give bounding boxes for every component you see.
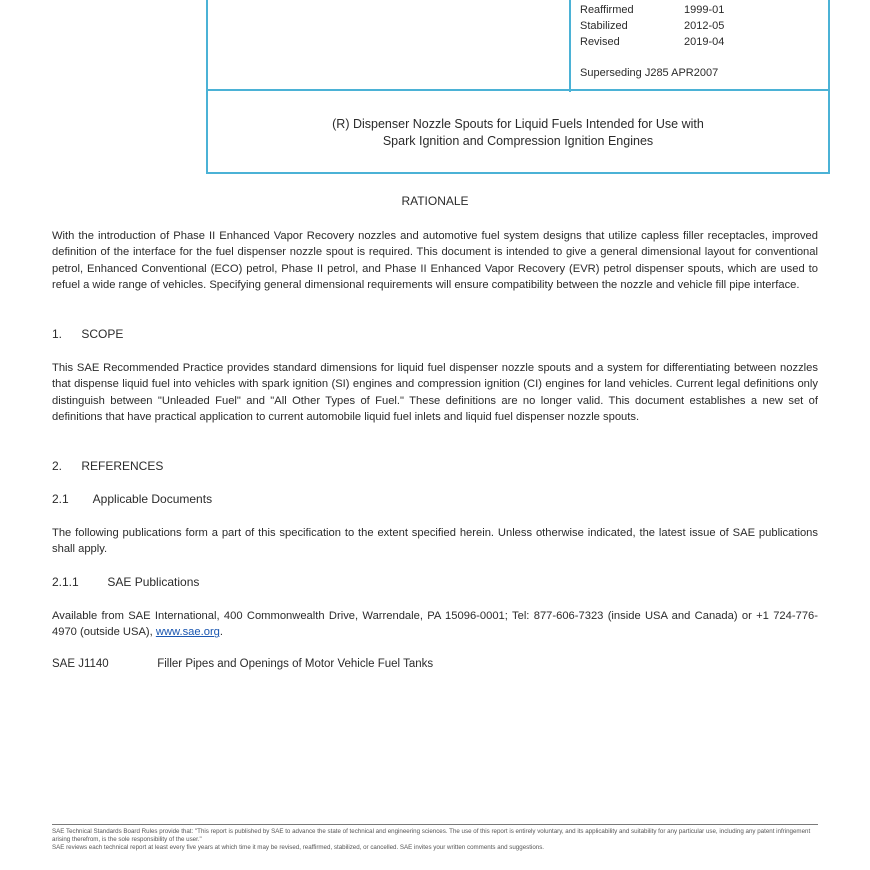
footer-line-2: SAE reviews each technical report at least every five years at which time it may be revised, reaffirmed, stabilized, or cancelled. SAE invites your written comments and suggestions. [52, 844, 545, 851]
header-divider-horizontal [206, 89, 830, 91]
section-title: Applicable Documents [92, 492, 213, 506]
title-line-2: Spark Ignition and Compression Ignition Engines [382, 134, 654, 148]
section-number: 1. [52, 327, 63, 341]
reference-title: Filler Pipes and Openings of Motor Vehicle Fuel Tanks [157, 658, 434, 670]
status-row-stabilized [580, 18, 820, 34]
reference-item [52, 658, 433, 670]
section-title: REFERENCES [81, 459, 164, 473]
sae-availability-text: Available from SAE International, 400 Commonwealth Drive, Warrendale, PA 15096-0001; Tel: 877-606-7323 (inside USA and Canada) or +1 724-776-4970 (outside USA), [52, 610, 818, 639]
section-title: SAE Publications [107, 575, 200, 589]
rationale-heading: RATIONALE [401, 194, 469, 208]
subsection-heading-sae-publications [52, 575, 199, 589]
rationale-paragraph: With the introduction of Phase II Enhanced Vapor Recovery nozzles and automotive fuel system designs that utilize capless filler receptacles, improved definition of the interface for the fuel dispenser nozzle spout is required. This document is intended to give a general dimensional layout for conventional petrol, Enhanced Conventional (ECO) petrol, Phase II petrol, and Phase II Enhanced Vapor Recovery (EVR) petrol dispenser spouts, which are used to refuel a wide range of vehicles. Specifying general dimensional requirements will ensure compatibility between the nozzle and vehicle fill pipe interface. [52, 230, 818, 292]
status-label: Stabilized [580, 20, 628, 32]
document-status-table [580, 2, 820, 50]
status-label: Revised [580, 36, 620, 48]
status-value: 2019-04 [684, 36, 725, 48]
title-line-1: (R) Dispenser Nozzle Spouts for Liquid Fuels Intended for Use with [332, 117, 704, 131]
status-value: 2012-05 [684, 20, 725, 32]
header-divider-vertical [569, 0, 571, 92]
subsection-heading-applicable-documents [52, 492, 212, 506]
section-heading-references [52, 459, 163, 473]
status-row-revised [580, 34, 820, 50]
section-heading-scope [52, 327, 123, 341]
applicable-documents-paragraph: The following publications form a part of this specification to the extent specified herein. Unless otherwise indicated, the latest issue of SAE publications shall apply. [52, 527, 818, 556]
section-title: SCOPE [81, 327, 124, 341]
footer-notice [52, 828, 818, 852]
status-value: 1999-01 [684, 4, 725, 16]
section-number: 2.1 [52, 492, 69, 506]
footer-divider [52, 824, 818, 825]
reference-id: SAE J1140 [52, 658, 109, 670]
section-number: 2.1.1 [52, 575, 79, 589]
superseding-note: Superseding J285 APR2007 [580, 67, 719, 79]
sae-publications-paragraph [52, 608, 818, 641]
status-label: Reaffirmed [580, 4, 634, 16]
sae-website-link[interactable]: www.sae.org [155, 626, 220, 639]
section-number: 2. [52, 459, 63, 473]
document-title [206, 116, 830, 150]
footer-line-1: SAE Technical Standards Board Rules provide that: "This report is published by SAE to advance the state of technical and engineering sciences. The use of this report is entirely voluntary, and its applicability and suitability for any particular use, including any patent infringement arising therefrom, is the sole responsibility of the user." [52, 828, 811, 843]
status-row-reaffirmed [580, 2, 820, 18]
scope-paragraph: This SAE Recommended Practice provides standard dimensions for liquid fuel dispenser nozzle spouts and a system for differentiating between nozzles that dispense liquid fuel into vehicles with spark ignition (SI) engines and compression ignition (CI) engines for land vehicles. Current legal definitions only distinguish between "Unleaded Fuel" and "All Other Types of Fuel." These definitions are no longer valid. This document establishes a new set of definitions that have practical application to current automobile liquid fuel inlets and liquid fuel dispenser nozzle spouts. [52, 362, 818, 424]
sentence-period: . [219, 626, 224, 639]
